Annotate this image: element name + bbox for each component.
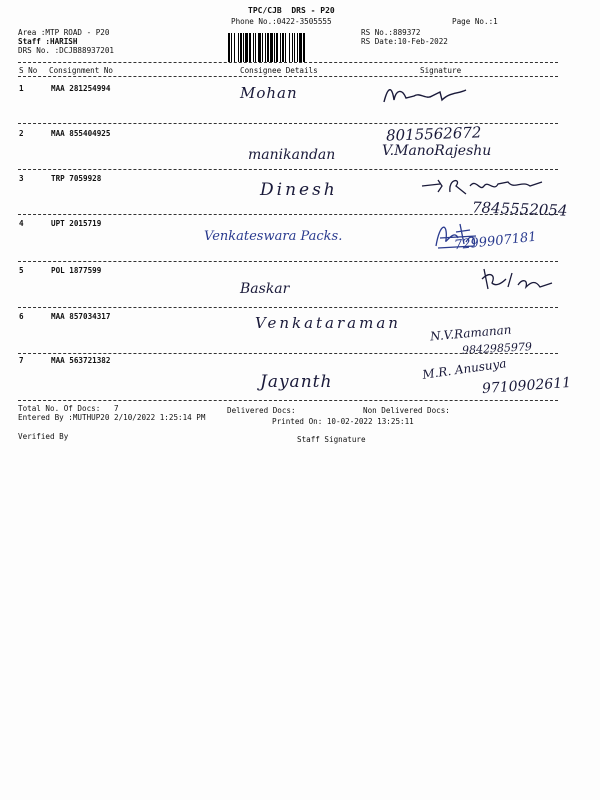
signature-handwriting: M.R. Anusuya xyxy=(421,356,508,382)
consignee-handwriting: Baskar xyxy=(240,281,290,297)
consignee-handwriting: Dinesh xyxy=(260,180,338,200)
consignee-handwriting: manikandan xyxy=(248,147,336,163)
row-consignment: TRP 7059928 xyxy=(51,174,102,183)
row-sno: 1 xyxy=(19,84,24,93)
row-sno: 4 xyxy=(19,219,24,228)
row-consignment: MAA 281254994 xyxy=(51,84,111,93)
signature-handwriting: N.V.Ramanan xyxy=(429,322,513,344)
rs-date: RS Date:10-Feb-2022 xyxy=(361,37,448,46)
row-sno: 7 xyxy=(19,356,24,365)
row-consignment: UPT 2015719 xyxy=(51,219,102,228)
phone-handwriting: 9710902611 xyxy=(481,374,572,398)
signature-scribble xyxy=(380,82,470,108)
signature-scribble xyxy=(418,172,558,202)
document-title: TPC/CJB DRS - P20 xyxy=(248,6,335,15)
barcode xyxy=(228,33,352,62)
page-number: Page No.:1 xyxy=(452,17,498,26)
divider xyxy=(18,307,558,308)
col-header-sno: S No xyxy=(19,66,38,75)
consignee-handwriting: Venkateswara Packs. xyxy=(204,229,343,244)
delivered-docs: Delivered Docs: xyxy=(227,406,296,415)
row-sno: 3 xyxy=(19,174,24,183)
divider xyxy=(18,76,558,77)
staff-field: Staff :HARISH xyxy=(18,37,78,46)
row-sno: 5 xyxy=(19,266,24,275)
consignee-handwriting: Venkataraman xyxy=(255,314,401,332)
phone-handwriting: 8015562672 xyxy=(385,123,482,145)
signature-scribble xyxy=(478,265,558,295)
divider xyxy=(18,353,558,354)
row-sno: 6 xyxy=(19,312,24,321)
drs-number: DRS No. :DCJB88937201 xyxy=(18,46,115,55)
row-consignment: MAA 855404925 xyxy=(51,129,111,138)
row-sno: 2 xyxy=(19,129,24,138)
barcode-bar xyxy=(303,33,305,62)
total-docs: Total No. Of Docs: 7 xyxy=(18,404,119,413)
divider xyxy=(18,62,558,63)
row-consignment: MAA 857034317 xyxy=(51,312,111,321)
area-field: Area :MTP ROAD - P20 xyxy=(18,28,110,37)
divider xyxy=(18,261,558,262)
verified-by: Verified By xyxy=(18,432,69,441)
consignee-handwriting: Mohan xyxy=(240,84,298,102)
col-header-consignee: Consignee Details xyxy=(240,66,318,75)
col-header-signature: Signature xyxy=(420,66,462,75)
phone-handwriting: 9842985979 xyxy=(461,340,533,357)
signature-handwriting: V.ManoRajeshu xyxy=(382,143,492,159)
phone-number: Phone No.:0422-3505555 xyxy=(231,17,332,26)
rs-number: RS No.:889372 xyxy=(361,28,421,37)
row-consignment: MAA 563721382 xyxy=(51,356,111,365)
divider xyxy=(18,400,558,401)
entered-by: Entered By :MUTHUP20 2/10/2022 1:25:14 PM xyxy=(18,413,206,422)
row-consignment: POL 1877599 xyxy=(51,266,102,275)
staff-signature: Staff Signature xyxy=(297,435,366,444)
col-header-consignment: Consignment No xyxy=(49,66,114,75)
non-delivered-docs: Non Delivered Docs: xyxy=(363,406,450,415)
divider xyxy=(18,169,558,170)
phone-handwriting: 7845552054 xyxy=(471,198,568,220)
printed-on: Printed On: 10-02-2022 13:25:11 xyxy=(272,417,414,426)
phone-handwriting: 7299907181 xyxy=(453,229,538,254)
consignee-handwriting: Jayanth xyxy=(260,372,333,392)
